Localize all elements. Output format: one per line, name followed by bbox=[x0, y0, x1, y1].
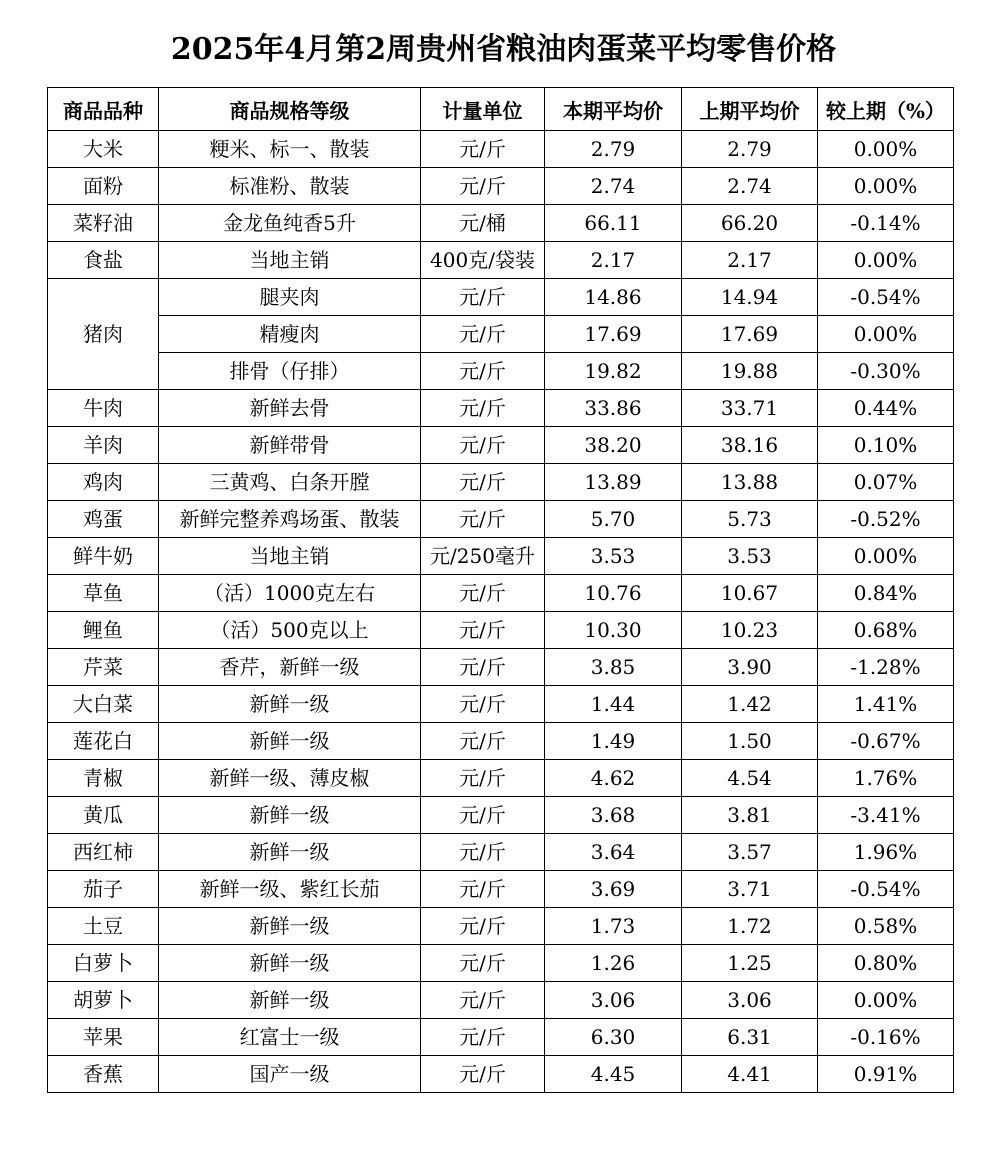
cell-change: 0.68% bbox=[818, 612, 954, 649]
table-row bbox=[48, 575, 954, 612]
table-row bbox=[48, 612, 954, 649]
cell-variety: 食盐 bbox=[48, 242, 159, 279]
cell-current-price: 2.79 bbox=[545, 131, 682, 168]
cell-unit: 元/斤 bbox=[421, 612, 545, 649]
cell-current-price: 2.74 bbox=[545, 168, 682, 205]
cell-current-price: 5.70 bbox=[545, 501, 682, 538]
cell-current-price: 1.44 bbox=[545, 686, 682, 723]
cell-spec: 国产一级 bbox=[159, 1056, 421, 1093]
cell-unit: 元/斤 bbox=[421, 1056, 545, 1093]
cell-variety: 鸡蛋 bbox=[48, 501, 159, 538]
cell-spec: （活）500克以上 bbox=[159, 612, 421, 649]
cell-previous-price: 3.57 bbox=[682, 834, 818, 871]
cell-spec: 新鲜一级 bbox=[159, 908, 421, 945]
header-spec: 商品规格等级 bbox=[159, 88, 421, 131]
cell-current-price: 1.73 bbox=[545, 908, 682, 945]
cell-unit: 元/斤 bbox=[421, 501, 545, 538]
cell-unit: 元/250毫升 bbox=[421, 538, 545, 575]
cell-change: -0.14% bbox=[818, 205, 954, 242]
cell-current-price: 10.76 bbox=[545, 575, 682, 612]
table-row bbox=[48, 1019, 954, 1056]
cell-spec: 新鲜一级 bbox=[159, 686, 421, 723]
cell-variety: 土豆 bbox=[48, 908, 159, 945]
cell-unit: 元/斤 bbox=[421, 871, 545, 908]
cell-spec: 新鲜一级 bbox=[159, 945, 421, 982]
cell-variety: 鸡肉 bbox=[48, 464, 159, 501]
cell-unit: 元/斤 bbox=[421, 908, 545, 945]
cell-previous-price: 38.16 bbox=[682, 427, 818, 464]
cell-spec: 当地主销 bbox=[159, 538, 421, 575]
cell-spec: 排骨（仔排） bbox=[159, 353, 421, 390]
cell-current-price: 14.86 bbox=[545, 279, 682, 316]
cell-change: -0.30% bbox=[818, 353, 954, 390]
cell-current-price: 3.53 bbox=[545, 538, 682, 575]
cell-previous-price: 2.74 bbox=[682, 168, 818, 205]
cell-unit: 元/斤 bbox=[421, 168, 545, 205]
table-row bbox=[48, 205, 954, 242]
cell-variety: 黄瓜 bbox=[48, 797, 159, 834]
cell-variety: 菜籽油 bbox=[48, 205, 159, 242]
cell-previous-price: 3.06 bbox=[682, 982, 818, 1019]
cell-variety: 莲花白 bbox=[48, 723, 159, 760]
table-row bbox=[48, 353, 954, 390]
cell-current-price: 33.86 bbox=[545, 390, 682, 427]
cell-change: 0.00% bbox=[818, 316, 954, 353]
cell-change: 1.76% bbox=[818, 760, 954, 797]
cell-previous-price: 4.54 bbox=[682, 760, 818, 797]
cell-previous-price: 1.42 bbox=[682, 686, 818, 723]
cell-previous-price: 3.53 bbox=[682, 538, 818, 575]
cell-change: 0.00% bbox=[818, 242, 954, 279]
cell-current-price: 3.85 bbox=[545, 649, 682, 686]
cell-variety: 茄子 bbox=[48, 871, 159, 908]
table-row bbox=[48, 760, 954, 797]
cell-previous-price: 3.71 bbox=[682, 871, 818, 908]
cell-unit: 元/斤 bbox=[421, 982, 545, 1019]
cell-change: 0.91% bbox=[818, 1056, 954, 1093]
cell-variety: 西红柿 bbox=[48, 834, 159, 871]
cell-current-price: 13.89 bbox=[545, 464, 682, 501]
cell-change: -0.54% bbox=[818, 871, 954, 908]
cell-spec: 新鲜一级 bbox=[159, 982, 421, 1019]
cell-unit: 元/斤 bbox=[421, 1019, 545, 1056]
cell-spec: 粳米、标一、散装 bbox=[159, 131, 421, 168]
table-row bbox=[48, 945, 954, 982]
cell-spec: （活）1000克左右 bbox=[159, 575, 421, 612]
cell-spec: 新鲜完整养鸡场蛋、散装 bbox=[159, 501, 421, 538]
cell-unit: 元/斤 bbox=[421, 464, 545, 501]
cell-change: 0.10% bbox=[818, 427, 954, 464]
cell-variety: 面粉 bbox=[48, 168, 159, 205]
cell-spec: 新鲜一级 bbox=[159, 723, 421, 760]
cell-previous-price: 13.88 bbox=[682, 464, 818, 501]
cell-current-price: 19.82 bbox=[545, 353, 682, 390]
header-change: 较上期（%） bbox=[818, 88, 954, 131]
cell-unit: 元/斤 bbox=[421, 575, 545, 612]
cell-variety: 胡萝卜 bbox=[48, 982, 159, 1019]
cell-variety: 牛肉 bbox=[48, 390, 159, 427]
cell-change: -0.16% bbox=[818, 1019, 954, 1056]
table-row bbox=[48, 427, 954, 464]
cell-spec: 标准粉、散装 bbox=[159, 168, 421, 205]
cell-unit: 元/斤 bbox=[421, 834, 545, 871]
table-row bbox=[48, 538, 954, 575]
table-body bbox=[48, 131, 954, 1093]
cell-unit: 元/斤 bbox=[421, 797, 545, 834]
cell-current-price: 10.30 bbox=[545, 612, 682, 649]
table-row bbox=[48, 279, 954, 316]
cell-spec: 新鲜去骨 bbox=[159, 390, 421, 427]
header-unit: 计量单位 bbox=[421, 88, 545, 131]
cell-spec: 红富士一级 bbox=[159, 1019, 421, 1056]
cell-change: 0.84% bbox=[818, 575, 954, 612]
header-variety: 商品品种 bbox=[48, 88, 159, 131]
cell-current-price: 3.69 bbox=[545, 871, 682, 908]
table-row bbox=[48, 797, 954, 834]
table-row bbox=[48, 723, 954, 760]
cell-previous-price: 5.73 bbox=[682, 501, 818, 538]
cell-change: -0.52% bbox=[818, 501, 954, 538]
cell-previous-price: 10.23 bbox=[682, 612, 818, 649]
cell-unit: 400克/袋装 bbox=[421, 242, 545, 279]
cell-previous-price: 1.72 bbox=[682, 908, 818, 945]
cell-previous-price: 33.71 bbox=[682, 390, 818, 427]
cell-change: 0.58% bbox=[818, 908, 954, 945]
cell-spec: 新鲜一级 bbox=[159, 797, 421, 834]
cell-unit: 元/斤 bbox=[421, 649, 545, 686]
table-row bbox=[48, 316, 954, 353]
cell-previous-price: 3.81 bbox=[682, 797, 818, 834]
cell-previous-price: 66.20 bbox=[682, 205, 818, 242]
cell-change: 0.80% bbox=[818, 945, 954, 982]
table-row bbox=[48, 871, 954, 908]
header-current-price: 本期平均价 bbox=[545, 88, 682, 131]
cell-change: 0.00% bbox=[818, 131, 954, 168]
cell-variety: 香蕉 bbox=[48, 1056, 159, 1093]
cell-change: -0.54% bbox=[818, 279, 954, 316]
cell-change: 0.07% bbox=[818, 464, 954, 501]
cell-previous-price: 2.79 bbox=[682, 131, 818, 168]
cell-current-price: 3.06 bbox=[545, 982, 682, 1019]
cell-previous-price: 3.90 bbox=[682, 649, 818, 686]
cell-change: -0.67% bbox=[818, 723, 954, 760]
cell-spec: 精瘦肉 bbox=[159, 316, 421, 353]
cell-previous-price: 2.17 bbox=[682, 242, 818, 279]
table-header-row bbox=[48, 88, 954, 131]
cell-spec: 新鲜一级、紫红长茄 bbox=[159, 871, 421, 908]
cell-change: 0.00% bbox=[818, 982, 954, 1019]
table-row bbox=[48, 464, 954, 501]
table-row bbox=[48, 834, 954, 871]
cell-unit: 元/斤 bbox=[421, 945, 545, 982]
cell-change: 1.96% bbox=[818, 834, 954, 871]
cell-variety: 大白菜 bbox=[48, 686, 159, 723]
price-table bbox=[47, 87, 954, 1093]
cell-unit: 元/斤 bbox=[421, 316, 545, 353]
table-row bbox=[48, 168, 954, 205]
cell-spec: 香芹，新鲜一级 bbox=[159, 649, 421, 686]
cell-variety: 鲤鱼 bbox=[48, 612, 159, 649]
cell-spec: 金龙鱼纯香5升 bbox=[159, 205, 421, 242]
cell-variety: 青椒 bbox=[48, 760, 159, 797]
cell-unit: 元/斤 bbox=[421, 131, 545, 168]
cell-unit: 元/斤 bbox=[421, 427, 545, 464]
cell-previous-price: 19.88 bbox=[682, 353, 818, 390]
cell-variety: 草鱼 bbox=[48, 575, 159, 612]
cell-current-price: 1.49 bbox=[545, 723, 682, 760]
cell-previous-price: 6.31 bbox=[682, 1019, 818, 1056]
cell-current-price: 66.11 bbox=[545, 205, 682, 242]
cell-spec: 新鲜一级 bbox=[159, 834, 421, 871]
cell-current-price: 38.20 bbox=[545, 427, 682, 464]
cell-spec: 三黄鸡、白条开膛 bbox=[159, 464, 421, 501]
page-title: 2025年4月第2周贵州省粮油肉蛋菜平均零售价格 bbox=[170, 32, 837, 67]
cell-variety: 芹菜 bbox=[48, 649, 159, 686]
header-previous-price: 上期平均价 bbox=[682, 88, 818, 131]
table-row bbox=[48, 1056, 954, 1093]
cell-variety: 鲜牛奶 bbox=[48, 538, 159, 575]
cell-current-price: 6.30 bbox=[545, 1019, 682, 1056]
cell-current-price: 4.62 bbox=[545, 760, 682, 797]
cell-unit: 元/斤 bbox=[421, 279, 545, 316]
cell-previous-price: 4.41 bbox=[682, 1056, 818, 1093]
cell-current-price: 3.68 bbox=[545, 797, 682, 834]
cell-variety: 苹果 bbox=[48, 1019, 159, 1056]
cell-spec: 新鲜带骨 bbox=[159, 427, 421, 464]
cell-previous-price: 1.50 bbox=[682, 723, 818, 760]
cell-change: -3.41% bbox=[818, 797, 954, 834]
table-row bbox=[48, 242, 954, 279]
table-row bbox=[48, 501, 954, 538]
table-row bbox=[48, 686, 954, 723]
cell-change: 0.00% bbox=[818, 168, 954, 205]
cell-unit: 元/斤 bbox=[421, 353, 545, 390]
cell-variety: 白萝卜 bbox=[48, 945, 159, 982]
cell-unit: 元/桶 bbox=[421, 205, 545, 242]
cell-spec: 新鲜一级、薄皮椒 bbox=[159, 760, 421, 797]
cell-current-price: 2.17 bbox=[545, 242, 682, 279]
cell-current-price: 17.69 bbox=[545, 316, 682, 353]
cell-unit: 元/斤 bbox=[421, 760, 545, 797]
cell-change: 0.00% bbox=[818, 538, 954, 575]
cell-variety: 猪肉 bbox=[48, 279, 159, 390]
table-row bbox=[48, 131, 954, 168]
cell-current-price: 3.64 bbox=[545, 834, 682, 871]
cell-change: 1.41% bbox=[818, 686, 954, 723]
cell-spec: 当地主销 bbox=[159, 242, 421, 279]
cell-change: -1.28% bbox=[818, 649, 954, 686]
cell-current-price: 4.45 bbox=[545, 1056, 682, 1093]
table-row bbox=[48, 649, 954, 686]
table-row bbox=[48, 982, 954, 1019]
cell-unit: 元/斤 bbox=[421, 390, 545, 427]
cell-spec: 腿夹肉 bbox=[159, 279, 421, 316]
cell-unit: 元/斤 bbox=[421, 686, 545, 723]
cell-unit: 元/斤 bbox=[421, 723, 545, 760]
cell-previous-price: 10.67 bbox=[682, 575, 818, 612]
cell-current-price: 1.26 bbox=[545, 945, 682, 982]
table-row bbox=[48, 908, 954, 945]
cell-variety: 羊肉 bbox=[48, 427, 159, 464]
cell-previous-price: 14.94 bbox=[682, 279, 818, 316]
cell-previous-price: 1.25 bbox=[682, 945, 818, 982]
cell-change: 0.44% bbox=[818, 390, 954, 427]
cell-variety: 大米 bbox=[48, 131, 159, 168]
cell-previous-price: 17.69 bbox=[682, 316, 818, 353]
table-row bbox=[48, 390, 954, 427]
